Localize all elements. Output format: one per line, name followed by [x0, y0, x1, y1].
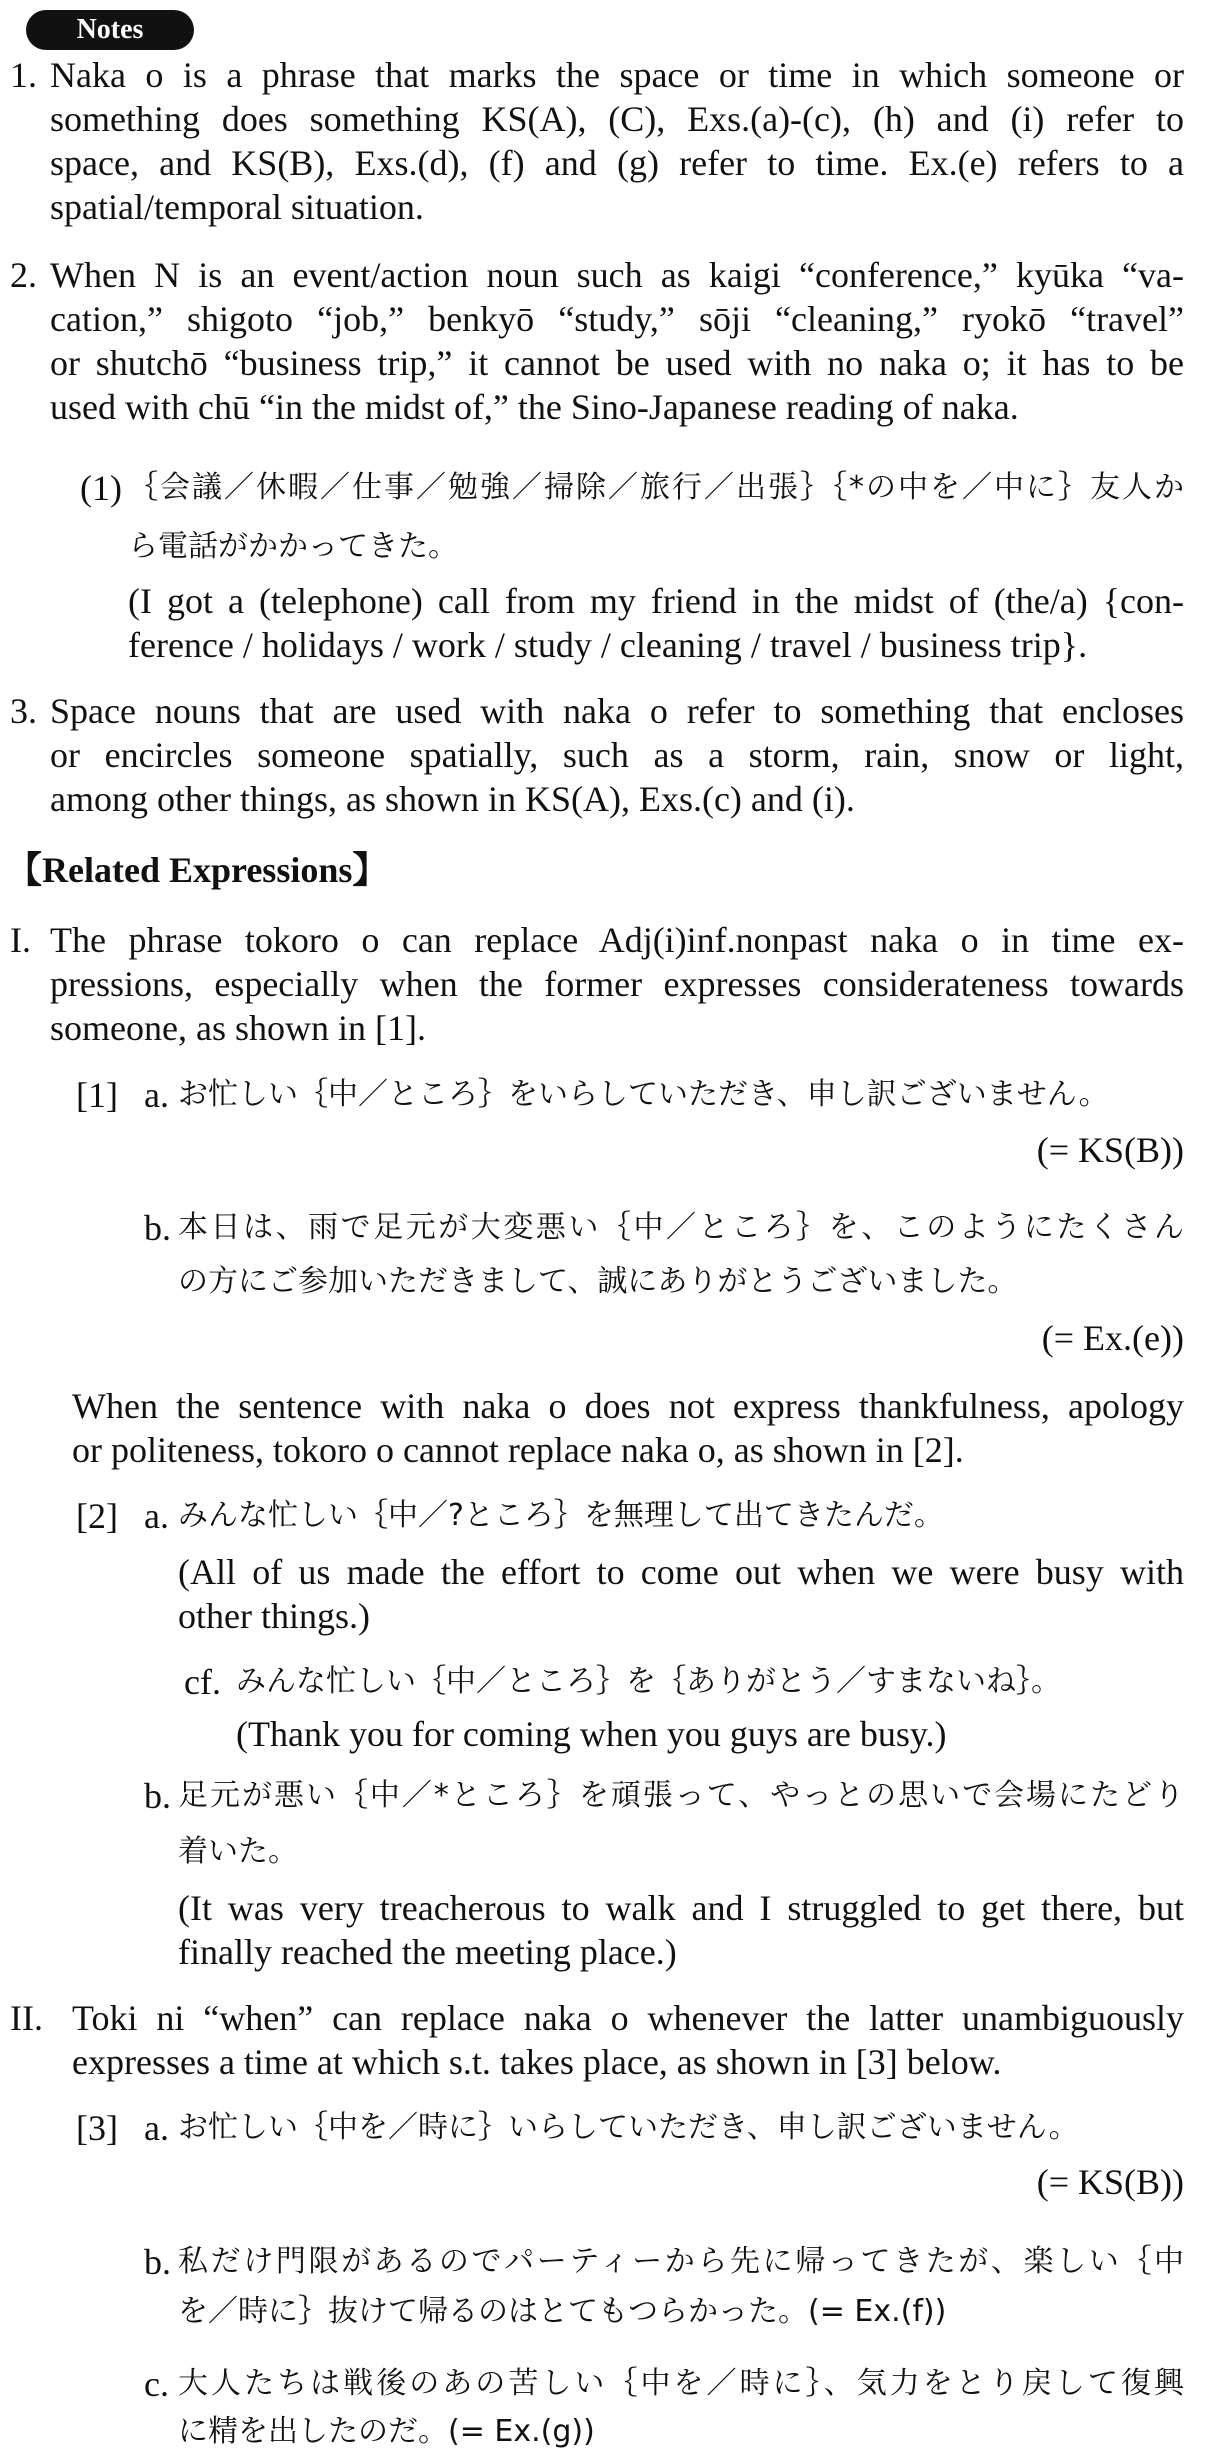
note-2-line: or shutchō “business trip,” it cannot be used with no naka o; it has to be: [50, 343, 1184, 383]
note-number: 1.: [10, 55, 37, 95]
example-number: [3]: [76, 2108, 118, 2148]
example-reference: (= KS(B)): [1036, 2162, 1184, 2202]
note-number: 2.: [10, 255, 37, 295]
section-1-paragraph: or politeness, tokoro o cannot replace naka o, as shown in [2].: [72, 1430, 964, 1470]
section-1-line: The phrase tokoro o can replace Adj(i)inf.nonpast naka o in time ex-: [50, 920, 1184, 960]
sub-example-label: a.: [144, 1075, 169, 1115]
example-japanese: みんな忙しい｛中／ところ｝を｛ありがとう／すまないね｝。: [236, 1664, 1061, 1699]
sub-example-label: c.: [144, 2364, 169, 2404]
example-1-japanese: ｛会議／休暇／仕事／勉強／掃除／旅行／出張｝｛*の中を／中に｝友人か: [128, 470, 1184, 505]
section-1-line: someone, as shown in [1].: [50, 1008, 426, 1048]
note-2-line: used with chū “in the midst of,” the Sino-Japanese reading of naka.: [50, 387, 1019, 427]
example-number: [1]: [76, 1075, 118, 1115]
note-1-line: something does something KS(A), (C), Exs.(a)-(c), (h) and (i) refer to: [50, 99, 1184, 139]
example-japanese: に精を出したのだ。(= Ex.(g)): [178, 2414, 595, 2449]
note-number: 3.: [10, 691, 37, 731]
note-1-line: space, and KS(B), Exs.(d), (f) and (g) refer to time. Ex.(e) refers to a: [50, 143, 1184, 183]
example-translation: (Thank you for coming when you guys are busy.): [236, 1714, 947, 1754]
example-1-translation: ference / holidays / work / study / cleaning / travel / business trip}.: [128, 625, 1088, 665]
sub-example-label: a.: [144, 2108, 169, 2148]
cf-label: cf.: [184, 1662, 221, 1702]
section-1-paragraph: When the sentence with naka o does not express thankfulness, apology: [72, 1386, 1184, 1426]
section-2-line: Toki ni “when” can replace naka o whenever the latter unambiguously: [72, 1998, 1184, 2038]
related-expressions-heading: 【Related Expressions】: [6, 850, 389, 890]
section-1-line: pressions, especially when the former expresses considerateness towards: [50, 964, 1184, 1004]
example-translation: finally reached the meeting place.): [178, 1932, 677, 1972]
example-japanese: みんな忙しい｛中／?ところ｝を無理して出てきたんだ。: [178, 1498, 944, 1533]
example-1-japanese: ら電話がかかってきた。: [128, 529, 458, 564]
sub-example-label: b.: [144, 1208, 171, 1248]
note-1-line: spatial/temporal situation.: [50, 187, 424, 227]
example-japanese: お忙しい｛中を／時に｝いらしていただき、申し訳ございません。: [178, 2110, 1079, 2145]
example-japanese: の方にご参加いただきまして、誠にありがとうございました。: [178, 1264, 1018, 1299]
example-reference: (= KS(B)): [1036, 1130, 1184, 1170]
section-number: I.: [10, 920, 31, 960]
note-3-line: Space nouns that are used with naka o refer to something that encloses: [50, 691, 1184, 731]
example-number: (1): [80, 468, 122, 508]
example-translation: (It was very treacherous to walk and I struggled to get there, but: [178, 1888, 1184, 1928]
section-number: II.: [10, 1998, 43, 2038]
example-japanese: お忙しい｛中／ところ｝をいらしていただき、申し訳ございません。: [178, 1077, 1109, 1112]
sub-example-label: b.: [144, 2242, 171, 2282]
example-japanese: 大人たちは戦後のあの苦しい｛中を／時に｝、気力をとり戻して復興: [178, 2366, 1184, 2401]
example-japanese: を／時に｝抜けて帰るのはとてもつらかった。(= Ex.(f)): [178, 2294, 947, 2329]
section-2-line: expresses a time at which s.t. takes place, as shown in [3] below.: [72, 2042, 1002, 2082]
sub-example-label: a.: [144, 1496, 169, 1536]
example-japanese: 足元が悪い｛中／*ところ｝を頑張って、やっとの思いで会場にたどり: [178, 1778, 1184, 1813]
sub-example-label: b.: [144, 1776, 171, 1816]
example-translation: (All of us made the effort to come out when we were busy with: [178, 1552, 1184, 1592]
example-reference: (= Ex.(e)): [1041, 1318, 1184, 1358]
notes-badge: Notes: [26, 10, 194, 50]
example-japanese: 私だけ門限があるのでパーティーから先に帰ってきたが、楽しい｛中: [178, 2244, 1184, 2279]
note-2-line: When N is an event/action noun such as kaigi “conference,” kyūka “va-: [50, 255, 1184, 295]
example-japanese: 着いた。: [178, 1834, 298, 1869]
example-1-translation: (I got a (telephone) call from my friend in the midst of (the/a) {con-: [128, 581, 1184, 621]
example-translation: other things.): [178, 1596, 370, 1636]
note-3-line: among other things, as shown in KS(A), Exs.(c) and (i).: [50, 779, 855, 819]
note-2-line: cation,” shigoto “job,” benkyō “study,” sōji “cleaning,” ryokō “travel”: [50, 299, 1184, 339]
note-3-line: or encircles someone spatially, such as a storm, rain, snow or light,: [50, 735, 1184, 775]
example-japanese: 本日は、雨で足元が大変悪い｛中／ところ｝を、このようにたくさん: [178, 1210, 1184, 1245]
example-number: [2]: [76, 1496, 118, 1536]
note-1-line: Naka o is a phrase that marks the space or time in which someone or: [50, 55, 1184, 95]
